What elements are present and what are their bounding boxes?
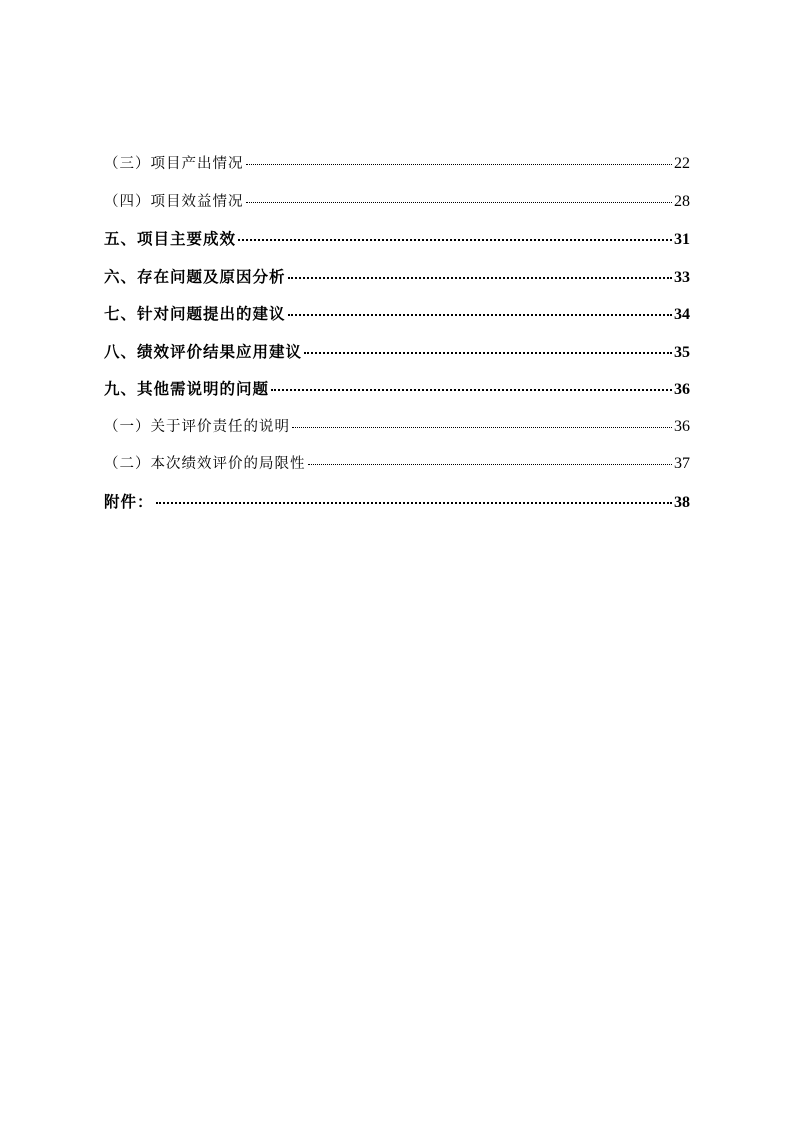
toc-dot-leader [246, 187, 673, 203]
toc-entry-title: （三）项目产出情况 [104, 156, 244, 172]
toc-dot-leader [288, 299, 672, 317]
toc-dot-leader [292, 412, 672, 428]
toc-entry-title: 附件： [104, 491, 154, 511]
toc-page-number: 22 [674, 155, 690, 172]
toc-entry-evaluation-limitations[interactable] [104, 450, 690, 488]
toc-page-number: 36 [674, 381, 690, 398]
toc-entry-project-output[interactable] [104, 150, 690, 188]
toc-entry-result-application[interactable] [104, 338, 690, 376]
toc-entry-title: 六、存在问题及原因分析 [104, 266, 286, 286]
toc-entry-main-results[interactable] [104, 225, 690, 263]
toc-page-number: 37 [674, 455, 690, 472]
toc-page-number: 33 [674, 268, 690, 286]
toc-dot-leader [271, 374, 672, 392]
toc-entry-problems[interactable] [104, 263, 690, 301]
toc-entry-other-issues[interactable] [104, 375, 690, 413]
toc-page-number: 36 [674, 417, 690, 435]
toc-page-number: 34 [674, 306, 690, 323]
toc-entry-title: （一）关于评价责任的说明 [104, 418, 290, 435]
toc-dot-leader [238, 224, 672, 242]
toc-dot-leader [156, 486, 672, 504]
toc-entry-title: 九、其他需说明的问题 [104, 379, 270, 398]
toc-page-number: 35 [674, 343, 690, 361]
toc-entry-title: 七、针对问题提出的建议 [104, 304, 286, 323]
toc-page-number: 28 [674, 192, 690, 210]
toc-page-number: 31 [674, 231, 690, 248]
toc-entry-title: （二）本次绩效评价的局限性 [104, 456, 306, 472]
toc-dot-leader [288, 261, 672, 279]
toc-dot-leader [308, 450, 673, 466]
toc-entry-evaluation-responsibility[interactable] [104, 413, 690, 451]
toc-entry-title: （四）项目效益情况 [104, 193, 244, 210]
toc-entry-project-benefit[interactable] [104, 188, 690, 226]
toc-entry-attachments[interactable] [104, 488, 690, 526]
toc-entry-title: 五、项目主要成效 [104, 229, 237, 248]
table-of-contents [104, 150, 690, 525]
toc-dot-leader [304, 336, 672, 354]
toc-dot-leader [246, 150, 673, 166]
toc-entry-suggestions[interactable] [104, 300, 690, 338]
toc-entry-title: 八、绩效评价结果应用建议 [104, 341, 303, 361]
toc-page-number: 38 [674, 493, 690, 511]
